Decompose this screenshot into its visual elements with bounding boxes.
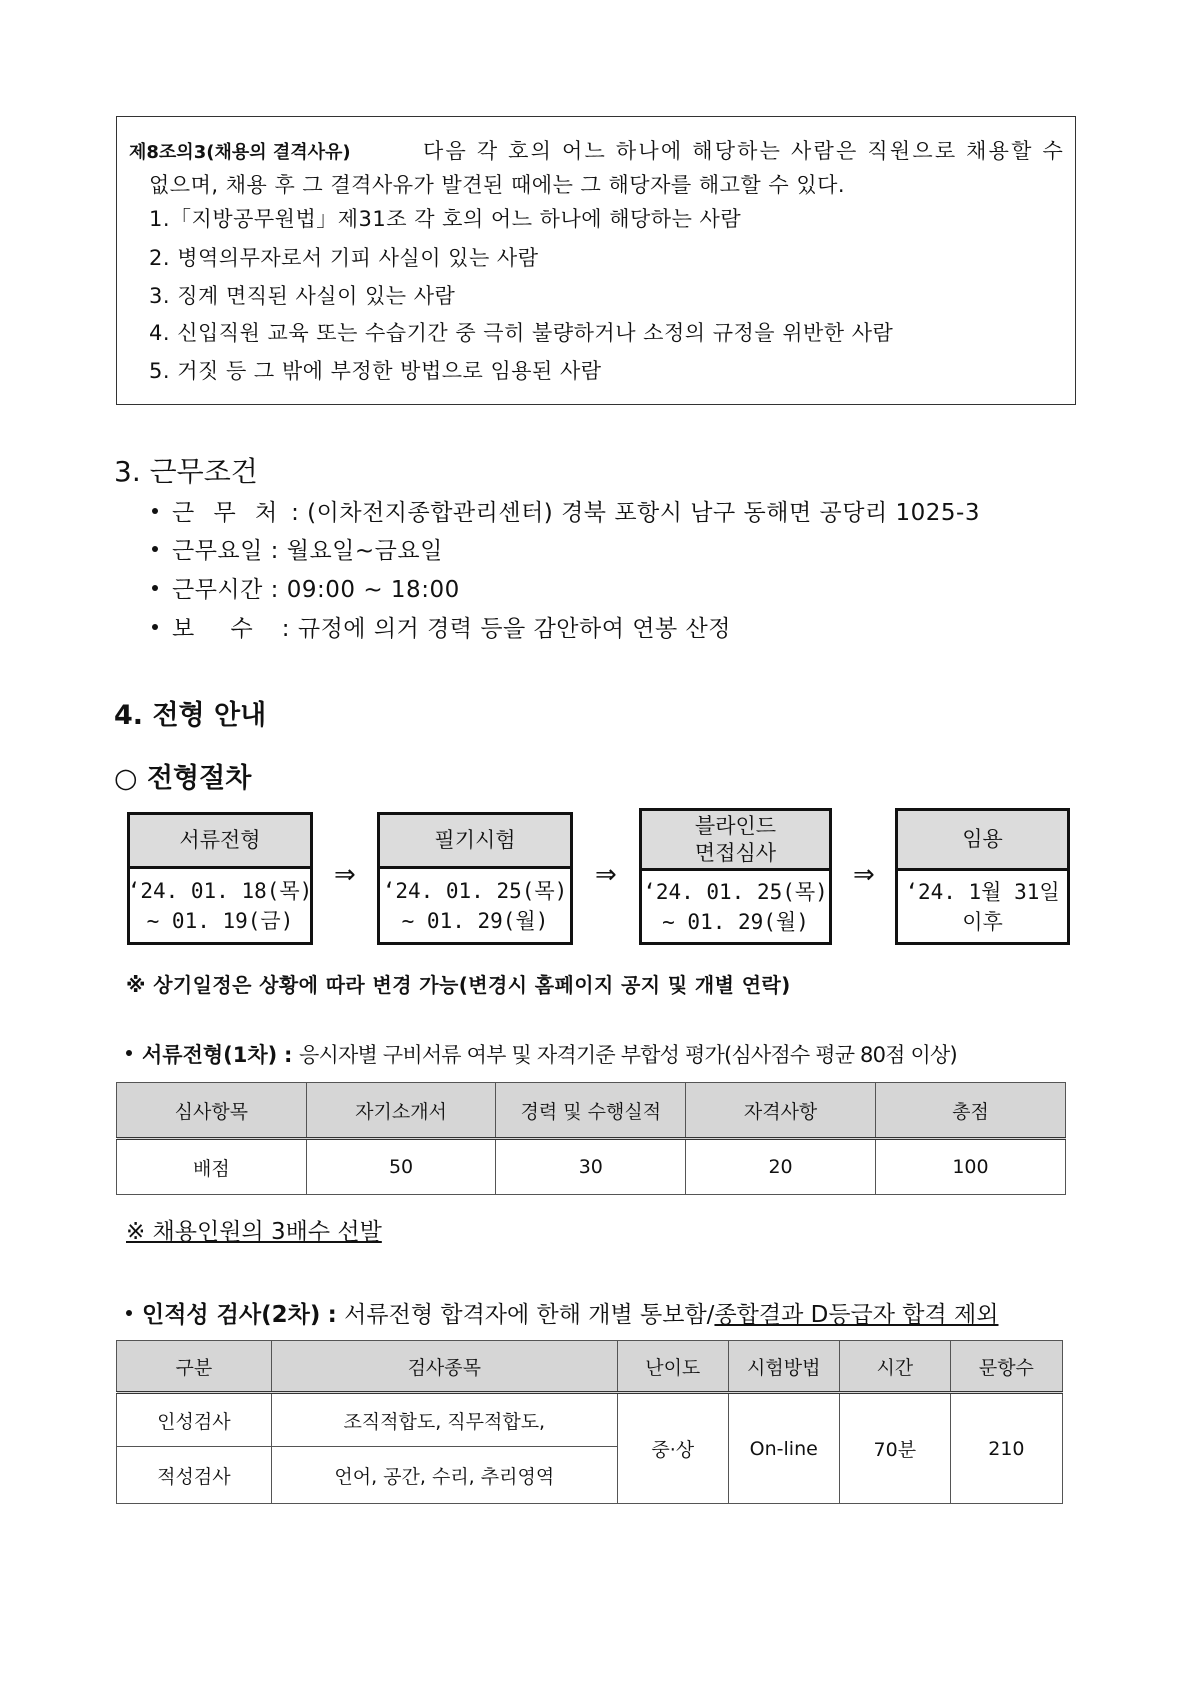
arrow-icon: ⇒ <box>595 860 617 890</box>
article-item: 2. 병역의무자로서 기피 사실이 있는 사람 <box>149 246 539 270</box>
condition-value: 규정에 의거 경력 등을 감안하여 연봉 산정 <box>297 616 731 642</box>
table-header-row <box>117 1083 1066 1139</box>
table-row <box>117 1393 1063 1447</box>
section3-heading: 3. 근무조건 <box>114 455 258 488</box>
table-header-cell: 자격사항 <box>686 1083 876 1139</box>
article-item: 1.「지방공무원법」제31조 각 호의 어느 하나에 해당하는 사람 <box>149 207 742 231</box>
table-header-cell: 시간 <box>839 1341 950 1393</box>
table-cell-count: 210 <box>950 1393 1062 1504</box>
bullet-icon <box>152 585 158 591</box>
article-box <box>116 116 1076 405</box>
step-dates <box>642 871 829 942</box>
step-title: 서류전형 <box>130 815 310 869</box>
stage2-desc-underlined: 종합결과 D등급자 합격 제외 <box>714 1302 999 1328</box>
condition-workplace: 근 무 처 : (이차전지종합관리센터) 경북 포항시 남구 동해면 공당리 1025-3 <box>152 494 980 527</box>
table-header-row <box>117 1341 1063 1393</box>
article-item: 4. 신입직원 교육 또는 수습기간 중 극히 불량하거나 소정의 규정을 위반한 사람 <box>149 321 894 345</box>
condition-value: 월요일~금요일 <box>286 538 443 564</box>
procedure-heading: ○ 전형절차 <box>114 763 252 794</box>
step-appointment <box>895 808 1070 945</box>
step-document-screening <box>127 812 313 945</box>
condition-value: 09:00 ~ 18:00 <box>286 577 460 603</box>
table-cell: 100 <box>875 1139 1065 1195</box>
step-title <box>642 811 829 871</box>
step-date-end: ~ 01. 19(금) <box>146 908 294 933</box>
table-header-cell: 경력 및 수행실적 <box>496 1083 686 1139</box>
stage2-line <box>126 1296 998 1329</box>
condition-workhours: 근무시간 : 09:00 ~ 18:00 <box>152 571 460 604</box>
condition-workdays: 근무요일 : 월요일~금요일 <box>152 532 443 565</box>
table-cell-difficulty: 중·상 <box>617 1393 728 1504</box>
article-first-line <box>129 135 1065 165</box>
step-date-end: ~ 01. 29(월) <box>401 908 549 933</box>
table-cell: 30 <box>496 1139 686 1195</box>
table-cell: 20 <box>686 1139 876 1195</box>
table-header-cell: 자기소개서 <box>306 1083 496 1139</box>
table-header-cell: 심사항목 <box>117 1083 307 1139</box>
condition-value: (이차전지종합관리센터) 경북 포항시 남구 동해면 공당리 1025-3 <box>307 500 980 526</box>
table-header-cell: 문항수 <box>950 1341 1062 1393</box>
table-cell: 인성검사 <box>117 1393 272 1447</box>
table-row <box>117 1139 1066 1195</box>
section4-heading: 4. 전형 안내 <box>114 700 267 731</box>
table-header-cell: 총점 <box>875 1083 1065 1139</box>
step-dates <box>380 869 570 942</box>
article-lead-2: 없으며, 채용 후 그 결격사유가 발견된 때에는 그 해당자를 해고할 수 있다. <box>149 173 846 197</box>
table-cell: 적성검사 <box>117 1447 272 1504</box>
bullet-icon <box>152 624 158 630</box>
step-title: 임용 <box>898 811 1067 871</box>
step-blind-interview <box>639 808 832 945</box>
bullet-icon <box>152 546 158 552</box>
table-cell: 50 <box>306 1139 496 1195</box>
stage2-separator: : <box>327 1302 337 1328</box>
stage2-desc: 서류전형 합격자에 한해 개별 통보함/ <box>344 1302 715 1328</box>
table-header-cell: 구분 <box>117 1341 272 1393</box>
article-title: 제8조의3(채용의 결격사유) <box>129 142 351 163</box>
bullet-icon <box>126 1310 132 1316</box>
table-cell: 조직적합도, 직무적합도, <box>271 1393 617 1447</box>
article-item: 3. 징계 면직된 사실이 있는 사람 <box>149 284 456 308</box>
step-date-start: ‘24. 01. 18(목) <box>127 878 313 903</box>
table-cell: 배점 <box>117 1139 307 1195</box>
article-lead-1: 다음 각 호의 어느 하나에 해당하는 사람은 직원으로 채용할 수 <box>422 139 1065 163</box>
stage2-test-table <box>116 1340 1063 1504</box>
step-dates <box>127 869 313 942</box>
step-title-line-2: 면접심사 <box>694 840 777 865</box>
condition-salary: 보 수 : 규정에 의거 경력 등을 감안하여 연봉 산정 <box>152 610 731 643</box>
stage1-separator: : <box>283 1043 293 1067</box>
table-header-cell: 난이도 <box>617 1341 728 1393</box>
table-header-cell: 시험방법 <box>728 1341 839 1393</box>
condition-label: 근무요일 <box>172 538 263 564</box>
step-title: 필기시험 <box>380 815 570 869</box>
schedule-note: ※ 상기일정은 상황에 따라 변경 가능(변경시 홈페이지 공지 및 개별 연락) <box>126 973 791 997</box>
step-date-start: ‘24. 1월 31일 <box>905 879 1060 904</box>
stage2-label: 인적성 검사(2차) <box>142 1302 321 1328</box>
article-item: 5. 거짓 등 그 밖에 부정한 방법으로 임용된 사람 <box>149 359 602 383</box>
step-date-end: ~ 01. 29(월) <box>662 909 809 934</box>
table-cell-method: On-line <box>728 1393 839 1504</box>
condition-label: 보 수 <box>172 616 254 642</box>
stage1-score-table <box>116 1082 1066 1195</box>
stage1-label: 서류전형(1차) <box>142 1043 278 1067</box>
step-dates <box>898 871 1067 942</box>
step-date-start: ‘24. 01. 25(목) <box>643 879 828 904</box>
table-header-cell: 검사종목 <box>271 1341 617 1393</box>
stage1-desc: 응시자별 구비서류 여부 및 자격기준 부합성 평가(심사점수 평균 80점 이상) <box>299 1043 957 1067</box>
table-cell: 언어, 공간, 수리, 추리영역 <box>271 1447 617 1504</box>
arrow-icon: ⇒ <box>334 860 356 890</box>
step-title-line-1: 블라인드 <box>694 813 777 838</box>
condition-label: 근무시간 <box>172 577 263 603</box>
step-date-start: ‘24. 01. 25(목) <box>382 878 568 903</box>
stage1-note: ※ 채용인원의 3배수 선발 <box>126 1219 382 1245</box>
step-written-exam <box>377 812 573 945</box>
table-cell-time: 70분 <box>839 1393 950 1504</box>
condition-label: 근 무 처 <box>172 500 284 526</box>
bullet-icon <box>126 1050 132 1056</box>
arrow-icon: ⇒ <box>853 860 875 890</box>
bullet-icon <box>152 508 158 514</box>
step-date-end: 이후 <box>962 909 1003 934</box>
stage1-line <box>126 1039 957 1069</box>
